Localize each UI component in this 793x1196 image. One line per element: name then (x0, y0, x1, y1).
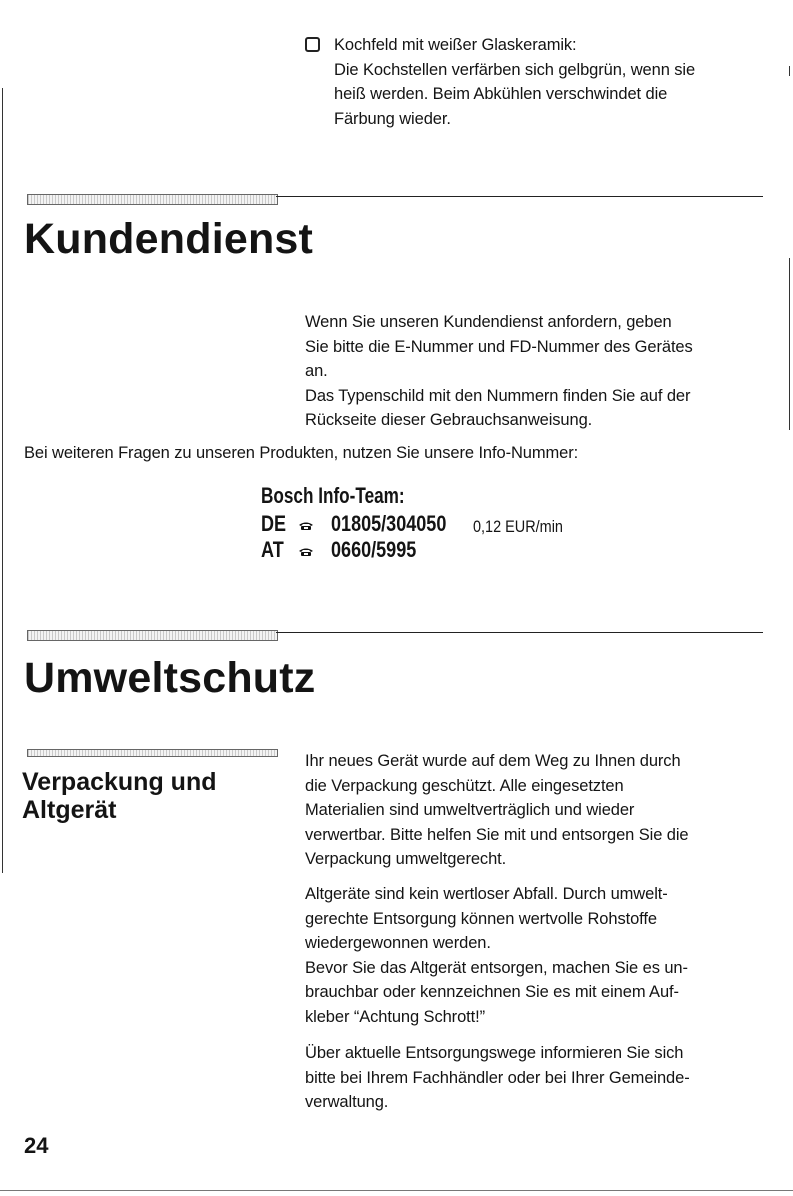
phone-icon (298, 547, 314, 557)
paragraph-line: die Verpackung geschützt. Alle eingesetzten (305, 776, 624, 795)
contact-row-de (261, 511, 761, 537)
phone-icon (298, 521, 314, 531)
subsection-title-line: Altgerät (22, 796, 117, 824)
country-code: DE (261, 511, 287, 536)
subsection-title (22, 768, 216, 824)
paragraph-line: Altgeräte sind kein wertloser Abfall. Durch umwelt- (305, 885, 668, 903)
paragraph-line: Ihr neues Gerät wurde auf dem Weg zu Ihnen durch (305, 752, 681, 770)
page-number: 24 (24, 1133, 49, 1158)
checkbox-icon (305, 37, 320, 52)
intro-line: Kochfeld mit weißer Glaskeramik: (334, 36, 577, 54)
subsection-marker-bar (27, 749, 278, 757)
umwelt-paragraph-3 (305, 1041, 690, 1115)
phone-number: 01805/304050 (331, 511, 447, 536)
kundendienst-line: Sie bitte die E-Nummer und FD-Nummer des Gerätes (305, 337, 693, 356)
section-title-umweltschutz: Umweltschutz (24, 654, 316, 702)
umwelt-paragraph-2 (305, 882, 688, 1029)
paragraph-line: Bevor Sie das Altgerät entsorgen, machen Sie es un- (305, 958, 688, 977)
section-title-kundendienst: Kundendienst (24, 215, 314, 263)
paragraph-line: kleber “Achtung Schrott!” (305, 1007, 485, 1026)
umwelt-paragraph-1 (305, 749, 689, 872)
paragraph-line: verwaltung. (305, 1093, 389, 1111)
kundendienst-line: an. (305, 362, 328, 380)
section-divider (276, 632, 763, 633)
phone-number: 0660/5995 (331, 537, 417, 562)
info-team-heading (261, 483, 445, 509)
intro-line: Die Kochstellen verfärben sich gelbgrün, wenn sie (334, 60, 696, 79)
intro-line: Färbung wieder. (334, 109, 451, 128)
phone-rate: 0,12 EUR/min (473, 517, 563, 536)
paragraph-line: wiedergewonnen werden. (305, 934, 491, 952)
subsection-title-line: Verpackung und (22, 768, 217, 796)
contact-row-at (261, 537, 761, 563)
paragraph-line: verwertbar. Bitte helfen Sie mit und entsorgen Sie die (305, 825, 689, 844)
bottom-edge-line (0, 1190, 793, 1191)
paragraph-line: bitte bei Ihrem Fachhändler oder bei Ihrer Gemeinde- (305, 1068, 690, 1087)
intro-text (334, 33, 695, 131)
paragraph-line: Über aktuelle Entsorgungswege informieren Sie sich (305, 1044, 684, 1062)
right-margin-line (789, 258, 790, 430)
paragraph-line: Materialien sind umweltverträglich und wieder (305, 801, 635, 819)
paragraph-line: gerechte Entsorgung können wertvolle Rohstoffe (305, 909, 657, 928)
section-marker-bar (27, 194, 278, 205)
info-team-label: Bosch Info-Team: (261, 483, 405, 508)
paragraph-line: Verpackung umweltgerecht. (305, 850, 507, 868)
kundendienst-line: Das Typenschild mit den Nummern finden Sie auf der (305, 386, 691, 405)
kundendienst-text (305, 310, 693, 433)
country-code: AT (261, 537, 284, 562)
kundendienst-line: Rückseite dieser Gebrauchsanweisung. (305, 411, 593, 429)
section-marker-bar (27, 630, 278, 641)
right-margin-mark (789, 66, 790, 76)
info-line: Bei weiteren Fragen zu unseren Produkten, nutzen Sie unsere Info-Nummer: (24, 444, 579, 462)
left-margin-line (2, 88, 3, 873)
section-divider (276, 196, 763, 197)
intro-line: heiß werden. Beim Abkühlen verschwindet die (334, 85, 668, 103)
kundendienst-line: Wenn Sie unseren Kundendienst anfordern, geben (305, 313, 672, 331)
paragraph-line: brauchbar oder kennzeichnen Sie es mit einem Auf- (305, 983, 679, 1001)
